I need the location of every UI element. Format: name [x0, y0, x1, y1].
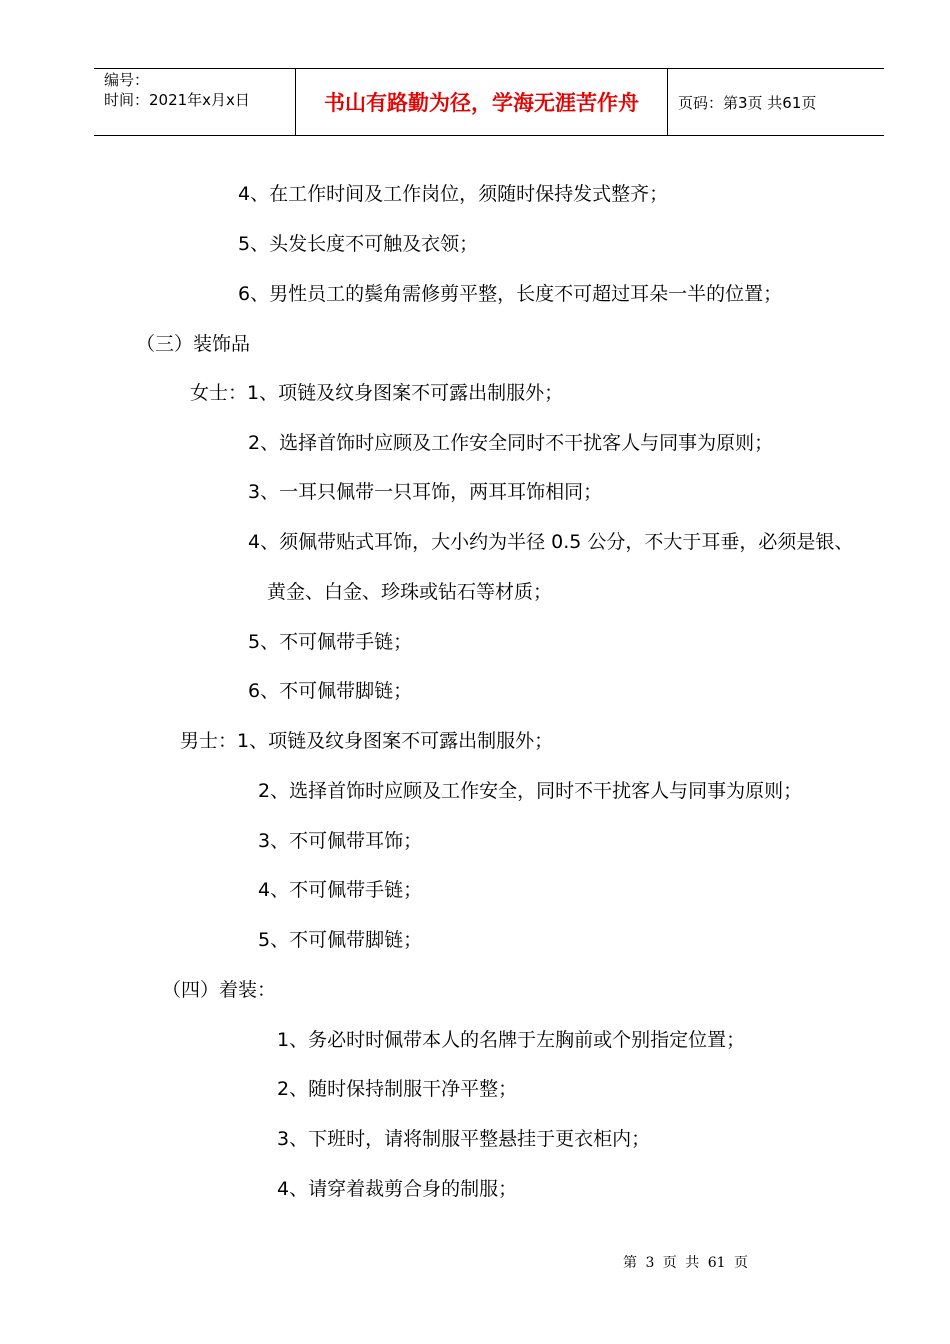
- body-line: 4、请穿着裁剪合身的制服；: [277, 1178, 518, 1200]
- footer-page-number: 第 3 页 共 61 页: [623, 1255, 748, 1271]
- body-line: 男士：1、项链及纹身图案不可露出制服外；: [180, 730, 554, 752]
- header-page-cell: [668, 69, 884, 135]
- body-line: 女士：1、项链及纹身图案不可露出制服外；: [190, 382, 564, 404]
- body-line: 6、男性员工的鬓角需修剪平整，长度不可超过耳朵一半的位置；: [238, 283, 783, 305]
- header-info-cell: [94, 69, 295, 135]
- header-motto: 书山有路勤为径，学海无涯苦作舟: [324, 91, 639, 115]
- header-motto-cell: [295, 69, 668, 135]
- document-date-label: 时间：2021年x月x日: [104, 91, 250, 109]
- body-line: 1、务必时时佩带本人的名牌于左胸前或个别指定位置；: [277, 1029, 746, 1051]
- body-line: 2、随时保持制服干净平整；: [277, 1078, 518, 1100]
- section-heading: （三）装饰品: [136, 333, 251, 355]
- body-line: 4、不可佩带手链；: [258, 879, 423, 901]
- body-line: 3、一耳只佩带一只耳饰，两耳耳饰相同；: [248, 481, 603, 503]
- body-line: 6、不可佩带脚链；: [248, 680, 413, 702]
- section-heading: （四）着装：: [162, 979, 277, 1001]
- header-page-number: 页码：第3页 共61页: [678, 94, 817, 112]
- body-line: 黄金、白金、珍珠或钻石等材质；: [267, 581, 553, 603]
- body-line: 5、不可佩带脚链；: [258, 929, 423, 951]
- body-line: 2、选择首饰时应顾及工作安全，同时不干扰客人与同事为原则；: [258, 780, 803, 802]
- body-line: 2、选择首饰时应顾及工作安全同时不干扰客人与同事为原则；: [248, 432, 774, 454]
- body-line: 5、不可佩带手链；: [248, 631, 413, 653]
- body-line: 4、在工作时间及工作岗位，须随时保持发式整齐；: [238, 183, 669, 205]
- document-header: [94, 68, 884, 136]
- body-line: 3、下班时，请将制服平整悬挂于更衣柜内；: [277, 1128, 651, 1150]
- body-line: 5、头发长度不可触及衣领；: [238, 233, 479, 255]
- document-number-label: 编号：: [104, 71, 150, 89]
- body-line: 3、不可佩带耳饰；: [258, 830, 423, 852]
- body-line: 4、须佩带贴式耳饰，大小约为半径 0.5 公分，不大于耳垂，必须是银、: [248, 531, 854, 553]
